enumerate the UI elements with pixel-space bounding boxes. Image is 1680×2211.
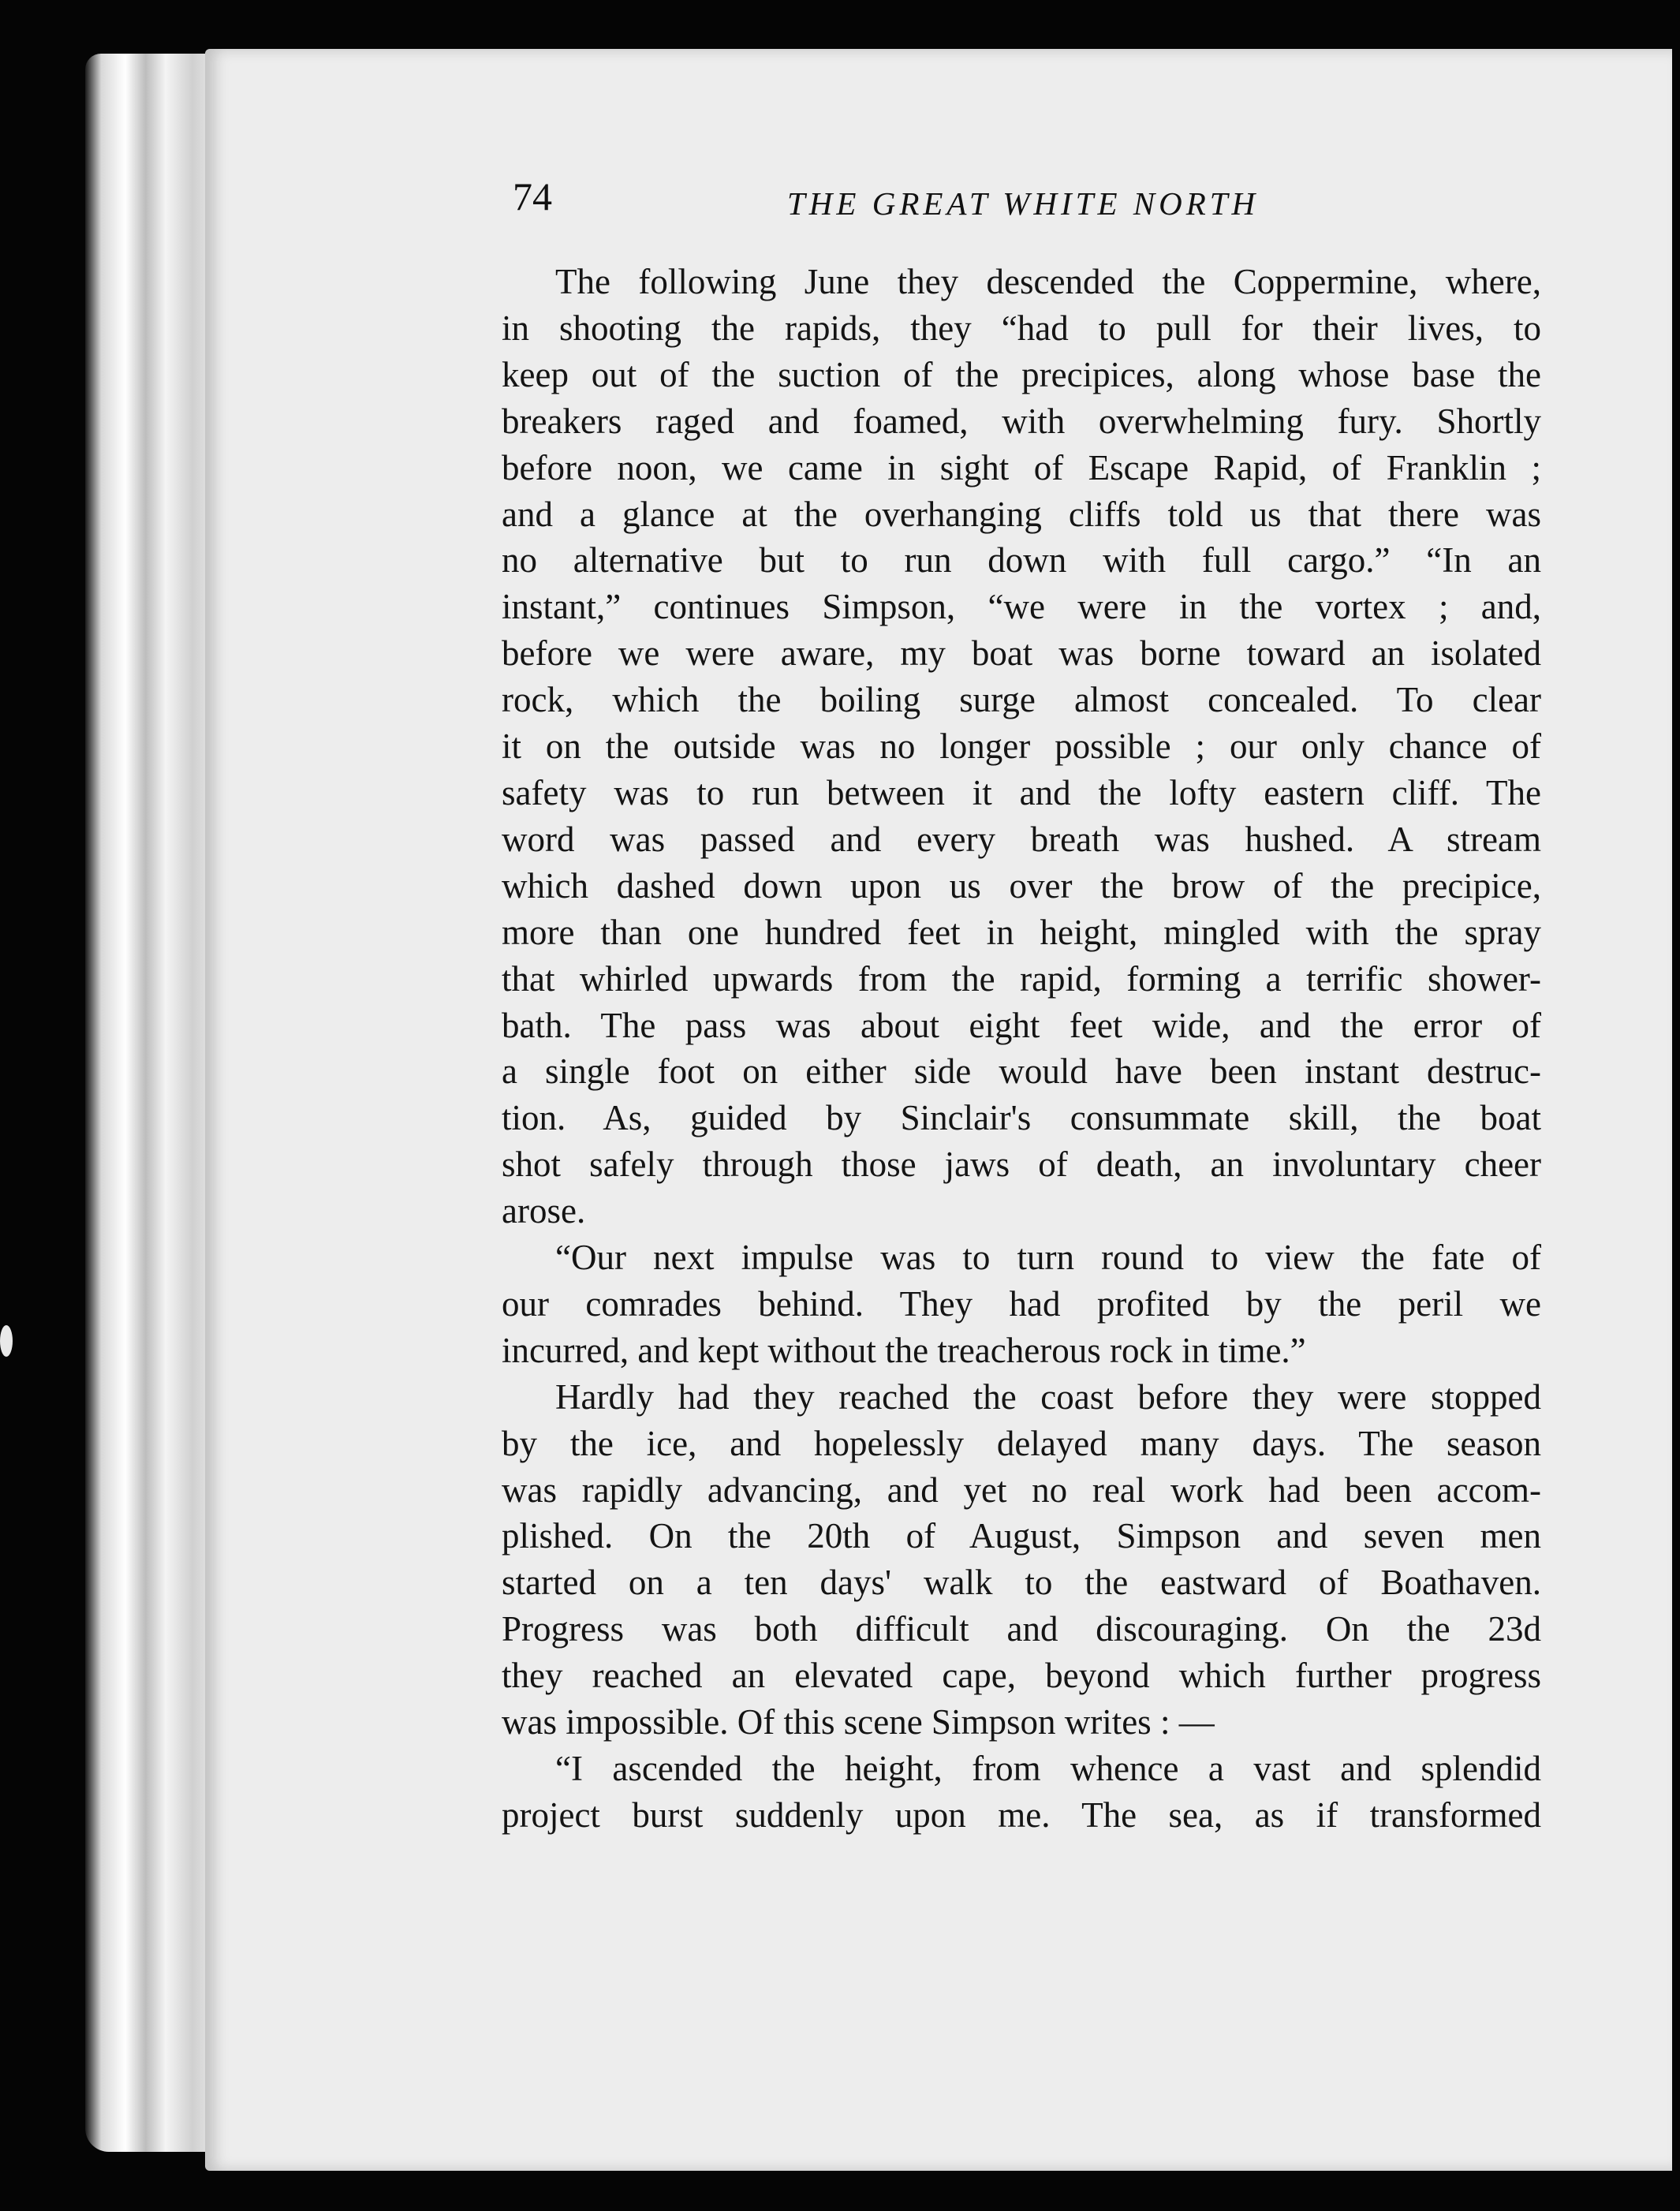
text-line: safety was to run between it and the lofty eastern cliff. The xyxy=(502,772,1541,812)
text-line: by the ice, and hopelessly delayed many days. The season xyxy=(502,1423,1541,1463)
text-line: our comrades behind. They had profited by the peril we xyxy=(502,1283,1541,1324)
text-line: bath. The pass was about eight feet wide, and the error of xyxy=(502,1005,1541,1045)
text-line: rock, which the boiling surge almost concealed. To clear xyxy=(502,680,1541,720)
page-number: 74 xyxy=(513,174,552,218)
body-text xyxy=(502,259,1541,1839)
text-line: word was passed and every breath was hushed. A stream xyxy=(502,819,1541,859)
text-line: it on the outside was no longer possible ; our only chance of xyxy=(502,726,1541,767)
book-binding-edge xyxy=(85,54,219,2152)
text-line: tion. As, guided by Sinclair's consummate skill, the boat xyxy=(502,1098,1541,1138)
text-line: before we were aware, my boat was borne toward an isolated xyxy=(502,633,1541,674)
text-line: arose. xyxy=(502,1191,586,1231)
text-line: plished. On the 20th of August, Simpson and seven men xyxy=(502,1516,1541,1556)
text-line: in shooting the rapids, they “had to pull for their lives, to xyxy=(502,308,1541,348)
text-line: “I ascended the height, from whence a vast and splendid xyxy=(555,1749,1541,1788)
running-head: THE GREAT WHITE NORTH xyxy=(787,185,1260,222)
text-line: before noon, we came in sight of Escape Rapid, of Franklin ; xyxy=(502,447,1541,487)
text-line: Progress was both difficult and discouraging. On the 23d xyxy=(502,1609,1541,1649)
text-line: The following June they descended the Coppermine, where, xyxy=(555,262,1541,301)
binding-mark xyxy=(0,1325,13,1357)
text-line: keep out of the suction of the precipices, along whose base the xyxy=(502,354,1541,394)
text-line: shot safely through those jaws of death, an involuntary cheer xyxy=(502,1145,1541,1185)
text-line: project burst suddenly upon me. The sea, as if transformed xyxy=(502,1795,1541,1835)
text-line: which dashed down upon us over the brow of the precipice, xyxy=(502,865,1541,906)
text-line: a single foot on either side would have been instant destruc- xyxy=(502,1051,1541,1092)
text-line: breakers raged and foamed, with overwhelming fury. Shortly xyxy=(502,401,1541,441)
text-line: instant,” continues Simpson, “we were in the vortex ; and, xyxy=(502,587,1541,627)
text-line: started on a ten days' walk to the eastward of Boathaven. xyxy=(502,1563,1541,1603)
text-line: was rapidly advancing, and yet no real work had been accom- xyxy=(502,1470,1541,1510)
text-line: they reached an elevated cape, beyond which further progress xyxy=(502,1656,1541,1696)
text-line: and a glance at the overhanging cliffs told us that there was xyxy=(502,494,1541,534)
text-line: no alternative but to run down with full cargo.” “In an xyxy=(502,540,1541,581)
text-line: incurred, and kept without the treacherous rock in time.” xyxy=(502,1330,1306,1370)
text-line: was impossible. Of this scene Simpson writes : — xyxy=(502,1702,1215,1742)
text-line: more than one hundred feet in height, mingled with the spray xyxy=(502,912,1541,952)
text-line: “Our next impulse was to turn round to view the fate of xyxy=(555,1238,1541,1278)
text-line: Hardly had they reached the coast before they were stopped xyxy=(555,1376,1541,1417)
text-line: that whirled upwards from the rapid, forming a terrific shower- xyxy=(502,958,1541,999)
